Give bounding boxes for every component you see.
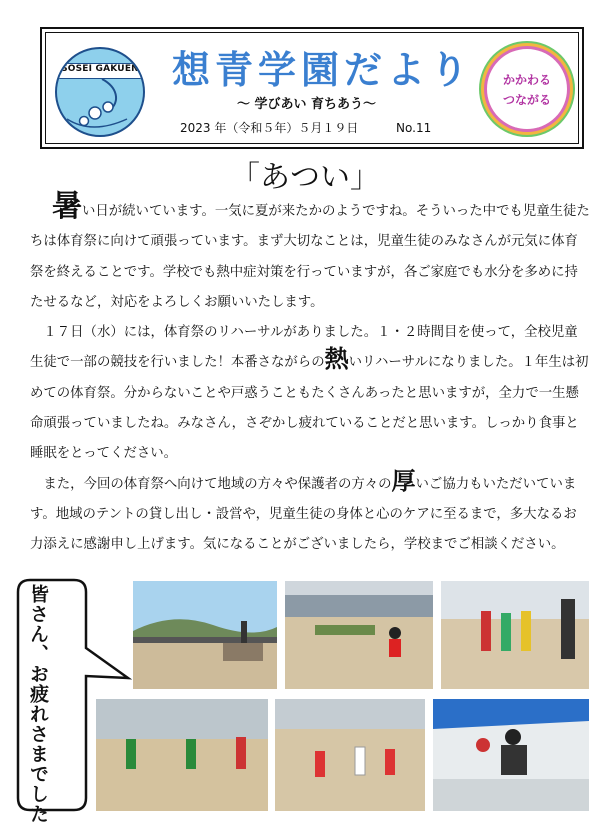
newsletter-title: 想青学園だより: [172, 47, 474, 92]
paragraph-2: [30, 318, 590, 469]
paragraph-3: [30, 465, 590, 561]
issue-date: 2023 年（令和５年）５月１９日: [180, 121, 359, 135]
photo-relay: [96, 699, 268, 811]
emphasis-char: 厚: [391, 465, 416, 495]
school-logo: [55, 47, 145, 137]
photo-running: [285, 581, 433, 689]
emphasis-char: 暑: [52, 189, 82, 224]
article-heading: 「あつい」: [230, 160, 380, 195]
masthead: [40, 27, 584, 149]
paragraph-text: また，今回の体育祭へ向けて地域の方々や保護者の方々の: [43, 476, 392, 492]
paragraph-1: [30, 189, 590, 318]
paragraph-text: いご協力もいただいています。地域のテントの貸し出し・設営や，児童生徒の身体と心のケアに至るまで，多大なるお力添えに感謝申し上げます。気になることがございましたら，学校までご相談ください。: [30, 476, 577, 553]
logo-bubbles-icon: [57, 49, 143, 135]
photo-tent: [433, 699, 589, 811]
photo-race: [275, 699, 425, 811]
slogan-badge: [484, 46, 570, 132]
logo-text: SOSEI GAKUEN: [61, 64, 139, 74]
paragraph-text: い日が続いています。一気に夏が来たかのようですね。そういった中でも児童生徒たちは体育祭に向けて頑張っています。まず大切なことは，児童生徒のみなさんが元気に体育祭を終えることです。学校でも熱中症対策を行っていますが，各ご家庭でも水分を多めに持たせるなど，対応をよろしくお願いいたします。: [30, 204, 590, 310]
paragraph-text: １７日（水）には，体育祭のリハーサルがありました。１・２時間目を使って，全校児童生徒で一部の競技を行いました！本番さながらの: [30, 325, 578, 371]
article-body: [30, 189, 590, 561]
photo-field-view: [133, 581, 277, 689]
slogan-line-2: つながる: [502, 93, 551, 107]
emphasis-char: 熱: [324, 344, 349, 374]
newsletter-subtitle: ～ 学びあい 育ちあう～: [237, 97, 377, 112]
slogan-line-1: かかわる: [502, 73, 551, 87]
callout-text: 皆さん、お疲れさまでした: [27, 584, 49, 824]
issue-number: No.11: [396, 121, 432, 135]
paragraph-text: いリハーサルになりました。１年生は初めての体育祭。分からないことや戸惑うこともたくさんあったと思いますが，全力で一生懸命頑張っていましたね。みなさん，さぞかし疲れていることだと思います。しっかり食事と睡眠をとってください。: [30, 355, 589, 462]
issue-date-line: [180, 119, 431, 136]
photo-students-lineup: [441, 581, 589, 689]
